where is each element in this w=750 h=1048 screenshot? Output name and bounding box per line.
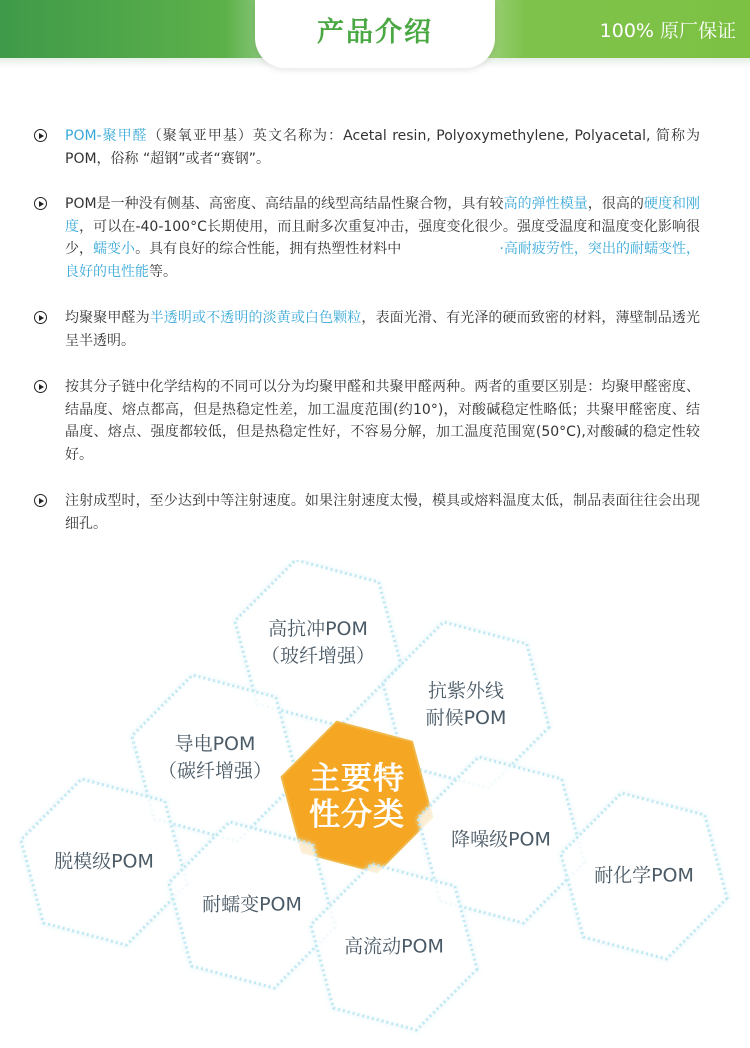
body-text: ，很高的	[587, 196, 644, 212]
highlight-text: 高的弹性模量	[503, 196, 588, 212]
body-text: 。具有良好的综合性能，拥有热塑性材料中	[135, 241, 402, 257]
hex-conductive: 导电POM （碳纤增强）	[157, 733, 273, 782]
highlight-text: ·高耐疲劳性，突出的耐蠕变性，良好的电性能	[65, 241, 701, 280]
paragraph-4	[34, 376, 700, 466]
highlight-text: 蠕变小	[93, 241, 136, 257]
body-text: 等。	[149, 263, 177, 280]
paragraph-text	[65, 307, 700, 352]
play-bullet-icon	[34, 380, 47, 393]
play-bullet-icon	[34, 129, 47, 142]
body-text: （聚氧亚甲基）英文名称为：Acetal resin, Polyoxymethylene, Polyacetal, 简称为POM，俗称 “超钢”或者“赛钢”。	[65, 128, 700, 167]
play-bullet-icon	[34, 494, 47, 507]
hex-release: 脱模级POM	[54, 850, 154, 873]
body-text: 按其分子链中化学结构的不同可以分为均聚甲醛和共聚甲醛两种。两者的重要区别是：均聚甲醛密度、 结晶度、熔点都高，但是热稳定性差，加工温度范围(约10°)，对酸碱稳定性略低；共聚甲醛密度、结晶度、熔点、强度都较低，但是热稳定性好，不容易分解，加工温度范围宽(50°C),对酸碱的稳定性较好。	[65, 379, 700, 463]
paragraph-1	[34, 125, 700, 170]
hex-uv-weather: 抗紫外线 耐候POM	[425, 680, 507, 729]
hex-chemical: 耐化学POM	[594, 864, 694, 887]
highlight-text: POM-聚甲醛	[65, 128, 148, 144]
paragraph-2	[34, 193, 700, 283]
paragraph-text	[65, 490, 700, 535]
body-text: ，可以在-40-100°C长期使用，而且耐多次重复冲击，强度变化很少。强度受温度和温度变化影响很少，	[65, 218, 700, 257]
hex-low-noise: 降噪级POM	[451, 828, 551, 851]
hex-main-classification: 主要特 性分类	[309, 761, 405, 833]
body-text: 均聚聚甲醛为	[65, 310, 150, 326]
paragraph-text	[65, 125, 700, 170]
hex-creep: 耐蠕变POM	[202, 893, 302, 916]
highlight-text: 硬度和刚度	[65, 196, 701, 235]
paragraph-3	[34, 307, 700, 352]
feature-honeycomb	[0, 560, 750, 1048]
paragraph-5	[34, 490, 700, 535]
body-text: ，表面光滑、有光泽的硬而致密的材料，薄壁制品透光呈半透明。	[65, 310, 701, 349]
guarantee-text: 100% 原厂保证	[599, 20, 736, 42]
paragraph-text	[65, 193, 700, 283]
play-bullet-icon	[34, 197, 47, 210]
hex-high-impact: 高抗冲POM （玻纤增强）	[260, 618, 376, 667]
play-bullet-icon	[34, 311, 47, 324]
body-text: 注射成型时，至少达到中等注射速度。如果注射速度太慢，模具或熔料温度太低，制品表面往往会出现细孔。	[65, 493, 700, 532]
page-title: 产品介绍	[317, 17, 433, 48]
hex-high-flow: 高流动POM	[344, 935, 444, 958]
body-text: POM是一种没有侧基、高密度、高结晶的线型高结晶性聚合物，具有较	[65, 196, 504, 212]
highlight-text: 半透明或不透明的淡黄或白色颗粒	[149, 310, 362, 326]
paragraph-text	[65, 376, 700, 466]
